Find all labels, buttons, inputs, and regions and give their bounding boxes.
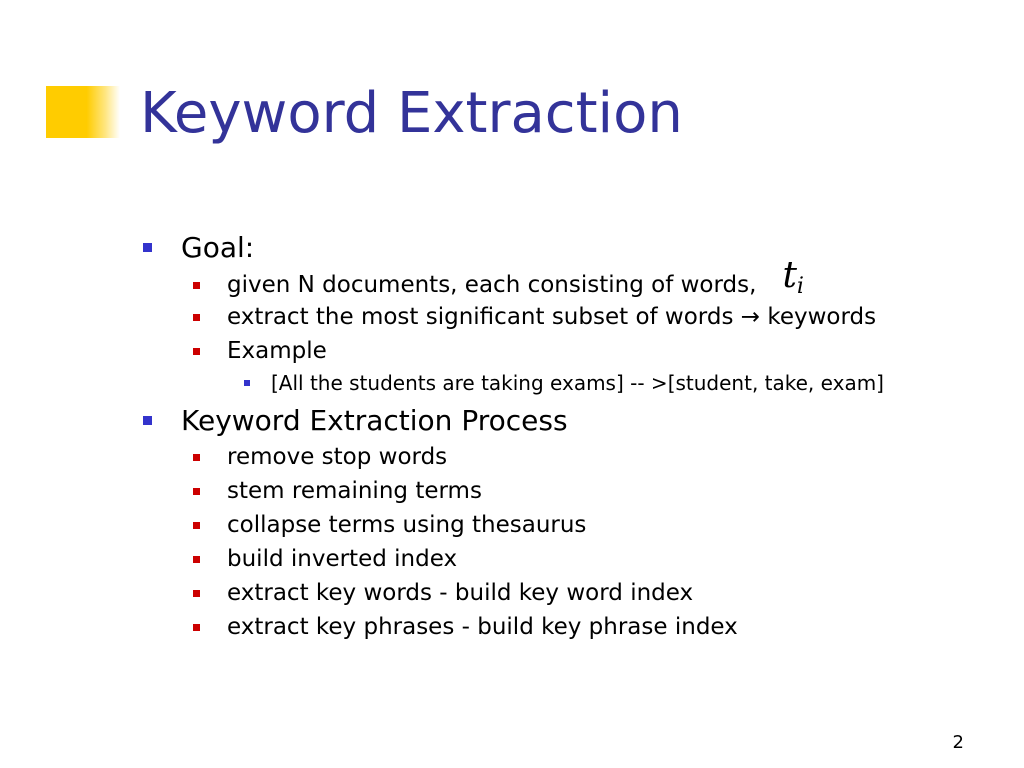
square-bullet-icon bbox=[193, 348, 200, 355]
example-sentence bbox=[244, 370, 884, 396]
process-item-text: stem remaining terms bbox=[227, 478, 482, 504]
square-bullet-icon bbox=[193, 556, 200, 563]
process-item-text: remove stop words bbox=[227, 444, 448, 470]
process-item bbox=[193, 476, 482, 506]
process-item-text: build inverted index bbox=[227, 546, 458, 572]
goal-item-given bbox=[193, 254, 804, 300]
goal-item-text: Example bbox=[227, 338, 327, 364]
process-item-text: extract key phrases - build key phrase index bbox=[227, 614, 738, 640]
square-bullet-icon bbox=[193, 314, 200, 321]
square-bullet-icon bbox=[193, 488, 200, 495]
square-bullet-icon bbox=[193, 624, 200, 631]
square-bullet-icon bbox=[143, 416, 152, 425]
bullet-goal bbox=[143, 230, 254, 264]
process-item bbox=[193, 578, 693, 608]
square-bullet-icon bbox=[193, 590, 200, 597]
goal-item-example bbox=[193, 336, 327, 366]
process-item bbox=[193, 510, 586, 540]
goal-item-text: given N documents, each consisting of words, bbox=[227, 272, 757, 298]
process-item-text: extract key words - build key word index bbox=[227, 580, 694, 606]
process-item bbox=[193, 612, 738, 642]
square-bullet-icon bbox=[244, 380, 250, 386]
bullet-process bbox=[143, 403, 568, 437]
square-bullet-icon bbox=[193, 454, 200, 461]
square-bullet-icon bbox=[193, 522, 200, 529]
slide-title: Keyword Extraction bbox=[140, 81, 683, 146]
square-bullet-icon bbox=[143, 243, 152, 252]
process-item bbox=[193, 544, 457, 574]
process-heading: Keyword Extraction Process bbox=[181, 403, 568, 437]
goal-item-text: extract the most significant subset of words → keywords bbox=[227, 304, 877, 330]
example-text: [All the students are taking exams] -- >[student, take, exam] bbox=[271, 371, 884, 395]
goal-item-extract bbox=[193, 302, 876, 332]
process-item bbox=[193, 442, 447, 472]
math-t-sub-i: $t_i$ bbox=[782, 254, 804, 299]
process-item-text: collapse terms using thesaurus bbox=[227, 512, 587, 538]
square-bullet-icon bbox=[193, 282, 200, 289]
goal-heading: Goal: bbox=[181, 230, 255, 264]
page-number: 2 bbox=[952, 732, 964, 753]
